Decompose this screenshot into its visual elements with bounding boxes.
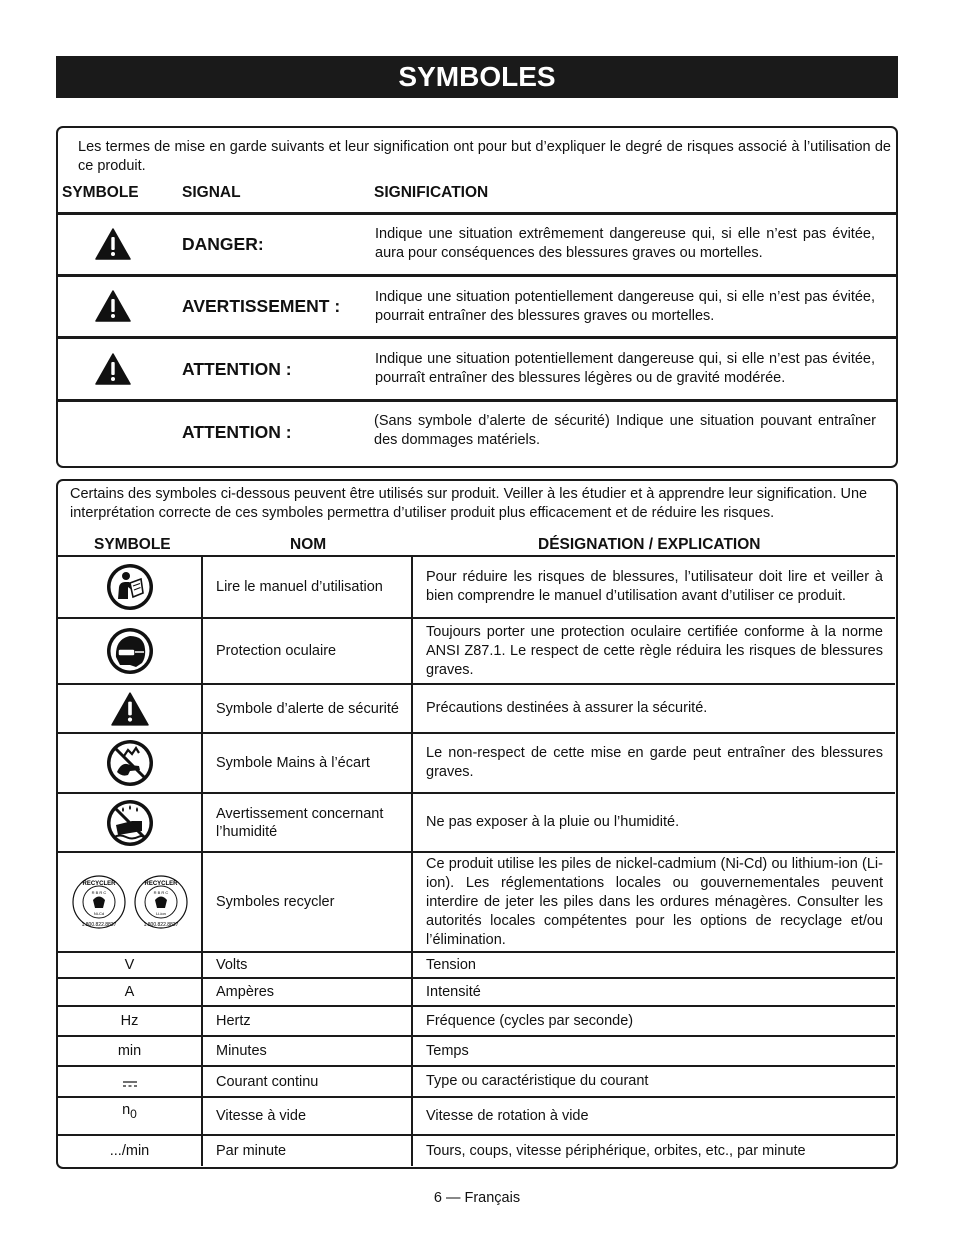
warning-triangle-icon (95, 290, 131, 322)
seal-label-rbrc: R B R C (91, 890, 106, 895)
divider (58, 399, 896, 402)
name-cell: Hertz (201, 1007, 411, 1035)
symbol-cell (58, 557, 201, 617)
seal-label-rbrc: R B R C (153, 890, 168, 895)
signal-words-box (56, 126, 898, 468)
table-row (58, 617, 895, 683)
table-row (58, 951, 895, 977)
symbols-header-symbol: SYMBOLE (94, 536, 171, 553)
recycle-seal-icon (72, 875, 126, 929)
signal-label: ATTENTION : (182, 422, 292, 442)
explanation-cell: Le non-respect de cette mise en garde peut entraîner des blessures graves. (411, 734, 895, 792)
signal-header-symbol: SYMBOLE (62, 184, 139, 201)
warning-triangle-icon (95, 353, 131, 385)
symbol-cell: .../min (109, 1143, 150, 1159)
seal-label-phone: 1.800.822.8837 (81, 922, 116, 928)
table-row (58, 977, 895, 1005)
signal-label: AVERTISSEMENT : (182, 296, 341, 316)
symbols-intro: Certains des symboles ci-dessous peuvent être utilisés sur produit. Veiller à les étudier et à apprendre leur signification. Une interprétation correcte de ces symboles permettra d’utiliser produit plus efficacement et de réduire les risques. (70, 486, 868, 521)
explanation-cell: Ce produit utilise les piles de nickel-cadmium (Ni-Cd) ou lithium-ion (Li-ion). Les réglementations locales ou gouvernementales peuvent interdire de jeter les piles dans les ordures ménagères. Consulter les autorités locales compétentes pour les options de recyclage et/ou l’élimination. (411, 853, 895, 951)
page-title: SYMBOLES (56, 56, 898, 98)
eye-protection-icon (106, 627, 154, 675)
table-row (58, 1065, 895, 1096)
symbols-header-explanation: DÉSIGNATION / EXPLICATION (538, 536, 761, 553)
hands-off-icon (106, 739, 154, 787)
symbol-cell: A (124, 984, 135, 1000)
warning-triangle-icon (95, 228, 131, 260)
wet-conditions-icon (106, 799, 154, 847)
safety-alert-icon (111, 692, 149, 726)
recycle-seal-icon (134, 875, 188, 929)
no-load-speed-symbol: $n_0$ (122, 1102, 137, 1121)
symbols-header-name: NOM (290, 536, 327, 553)
table-row (58, 1005, 895, 1035)
signal-header-signal: SIGNAL (182, 184, 241, 201)
read-manual-icon (106, 563, 154, 611)
explanation-cell: Tours, coups, vitesse périphérique, orbites, etc., par minute (411, 1136, 895, 1166)
signal-label: DANGER: (182, 234, 264, 254)
explanation-cell: Temps (411, 1037, 895, 1065)
explanation-cell: Tension (411, 953, 895, 977)
symbol-cell: min (117, 1043, 142, 1059)
explanation-cell: Toujours porter une protection oculaire certifiée conforme à la norme ANSI Z87.1. Le respect de cette règle réduira les risques de blessures graves. (411, 619, 895, 683)
seal-label-recycler: RECYCLER (143, 881, 178, 887)
name-cell: Symboles recycler (201, 853, 411, 951)
name-cell: Par minute (201, 1136, 411, 1166)
symbols-box (56, 479, 898, 1169)
table-row (58, 851, 895, 951)
divider (58, 274, 896, 277)
name-cell: Lire le manuel d’utilisation (201, 557, 411, 617)
seal-label-phone: 1.800.822.8837 (143, 922, 178, 928)
symbol-cell (58, 794, 201, 851)
explanation-cell: Vitesse de rotation à vide (411, 1098, 895, 1134)
signal-meaning: (Sans symbole d’alerte de sécurité) Indique une situation pouvant entraîner des dommages matériels. (374, 413, 876, 448)
table-row (58, 683, 895, 732)
signal-meaning: Indique une situation potentiellement dangereuse qui, si elle n’est pas évitée, pourraît entraîner des blessures légères ou de gravité modérée. (375, 351, 875, 386)
explanation-cell: Fréquence (cycles par seconde) (411, 1007, 895, 1035)
explanation-cell: Intensité (411, 979, 895, 1005)
table-row (58, 732, 895, 792)
table-row (58, 792, 895, 851)
symbol-cell: Hz (120, 1013, 139, 1029)
direct-current-icon (123, 1081, 137, 1087)
seal-label-chem: Ni-Cd (93, 911, 104, 916)
symbol-cell (58, 619, 201, 683)
signal-label: ATTENTION : (182, 359, 292, 379)
page-footer: 6 — Français (433, 1190, 521, 1206)
seal-label-recycler: RECYCLER (81, 881, 116, 887)
explanation-cell: Type ou caractéristique du courant (411, 1067, 895, 1096)
symbol-cell (58, 734, 201, 792)
table-row (58, 1096, 895, 1134)
signal-meaning: Indique une situation potentiellement dangereuse qui, si elle n’est pas évitée, pourrait entraîner des blessures graves ou mortelles. (375, 289, 875, 324)
signal-header-meaning: SIGNIFICATION (374, 184, 489, 201)
name-cell: Minutes (201, 1037, 411, 1065)
signal-meaning: Indique une situation extrêmement dangereuse qui, si elle n’est pas évitée, aura pour conséquences des blessures graves ou mortelles. (375, 226, 875, 261)
symbol-cell (58, 1098, 201, 1134)
symbol-cell (58, 1067, 201, 1096)
explanation-cell: Précautions destinées à assurer la sécurité. (411, 685, 895, 732)
explanation-cell: Ne pas exposer à la pluie ou l’humidité. (411, 794, 895, 851)
divider (58, 212, 896, 215)
explanation-cell: Pour réduire les risques de blessures, l’utilisateur doit lire et veiller à bien comprendre le manuel d’utilisation avant d’utiliser ce produit. (411, 557, 895, 617)
name-cell: Ampères (201, 979, 411, 1005)
name-cell: Courant continu (201, 1067, 411, 1096)
table-row (58, 1134, 895, 1166)
seal-label-chem: Li-ion (155, 911, 166, 916)
table-row (58, 1035, 895, 1065)
table-row (58, 555, 895, 617)
symbol-cell: V (124, 957, 135, 973)
signal-intro: Les termes de mise en garde suivants et leur signification ont pour but d’expliquer le degré de risques associé à l’utilisation de ce produit. (78, 139, 891, 174)
symbol-cell (58, 685, 201, 732)
name-cell: Protection oculaire (201, 619, 411, 683)
name-cell: Symbole d’alerte de sécurité (201, 685, 411, 732)
symbol-cell (58, 853, 201, 951)
name-cell: Volts (201, 953, 411, 977)
name-cell: Vitesse à vide (201, 1098, 411, 1134)
name-cell: Symbole Mains à l’écart (201, 734, 411, 792)
name-cell: Avertissement concernant l’humidité (201, 794, 411, 851)
divider (58, 336, 896, 339)
